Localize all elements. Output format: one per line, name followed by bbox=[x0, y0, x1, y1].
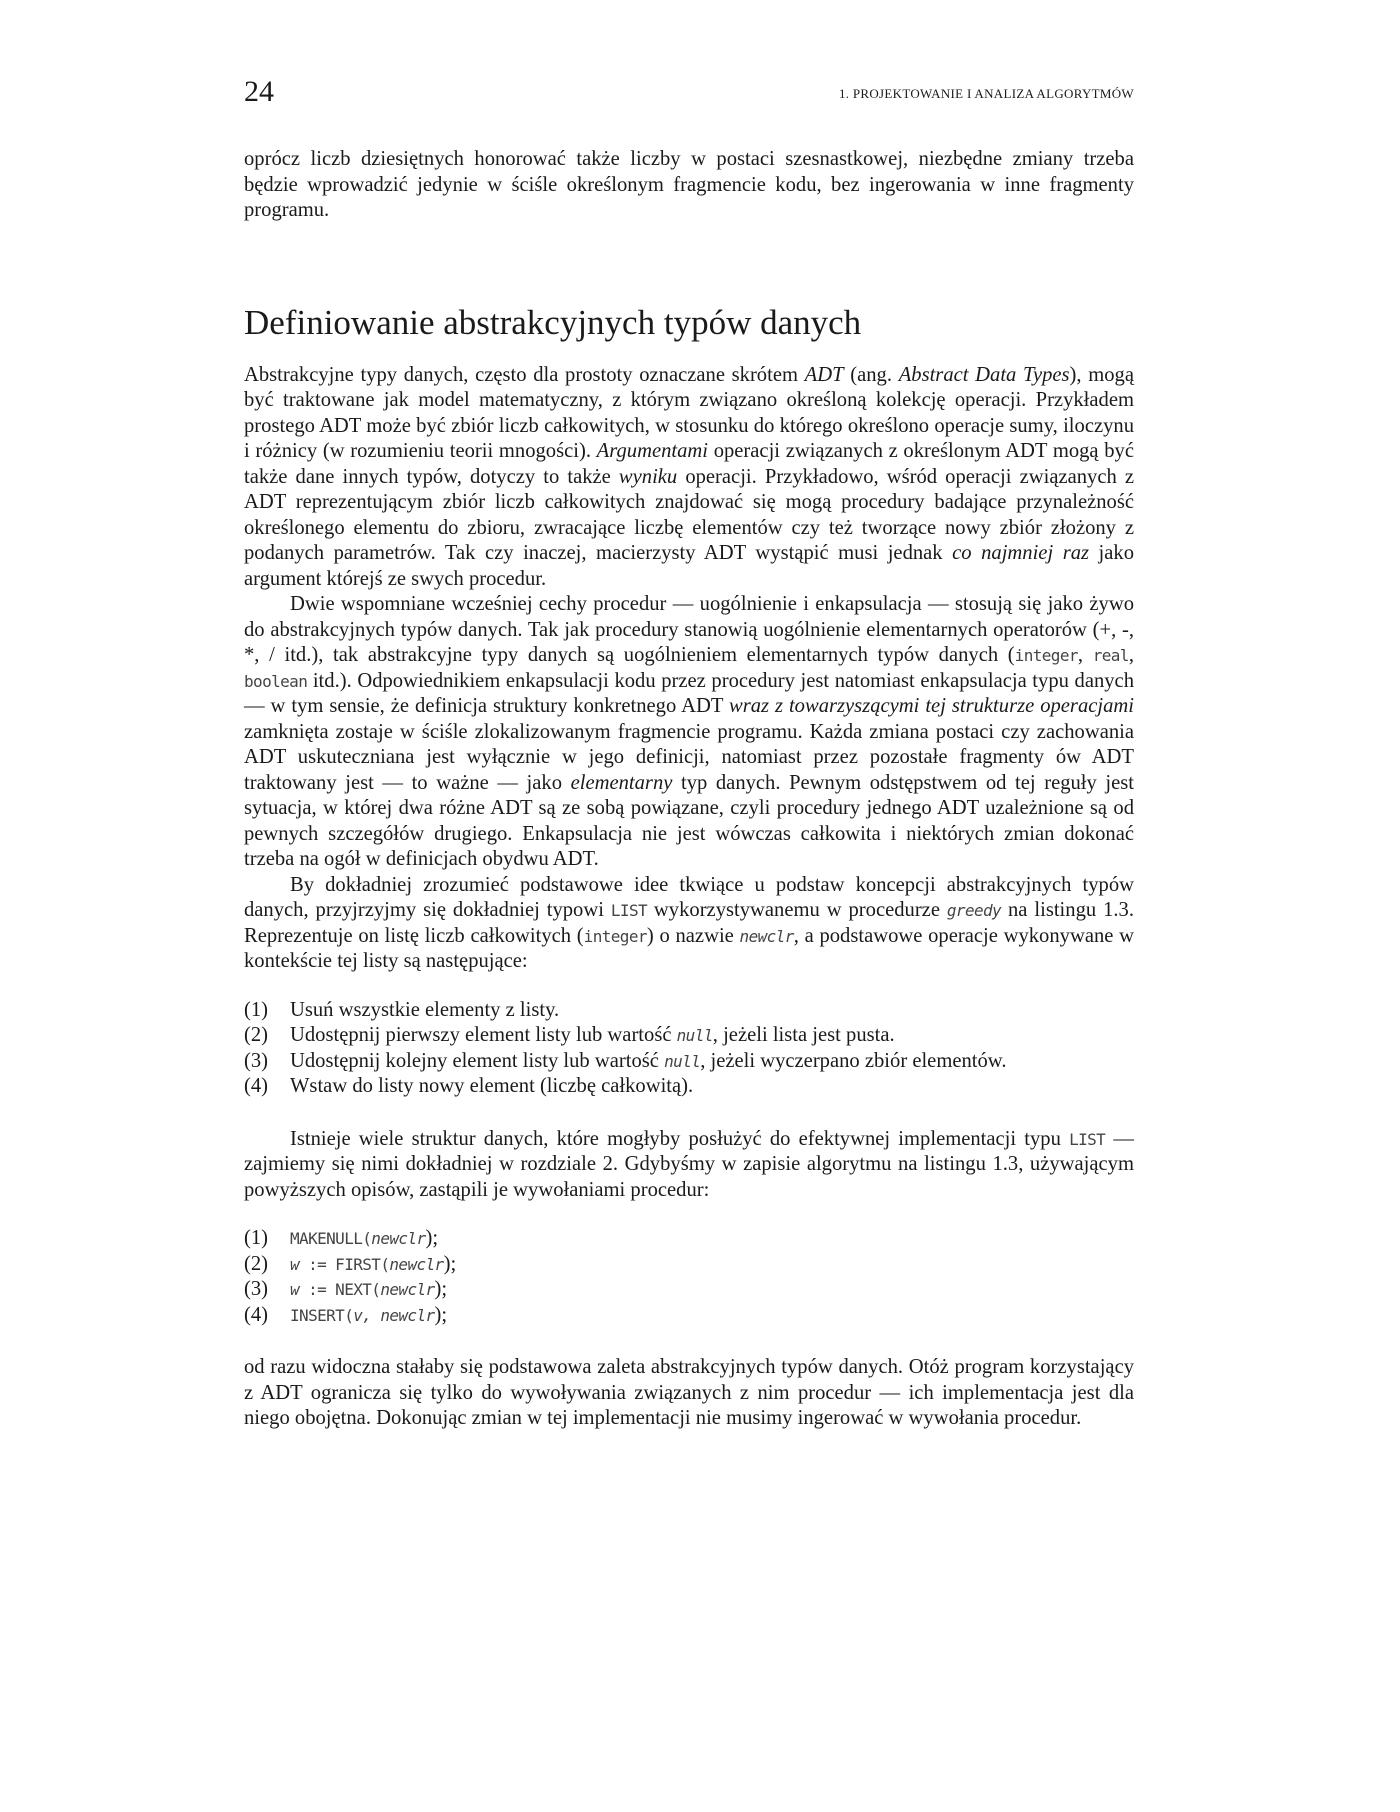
list-item: (2) w := FIRST(newclr); bbox=[244, 1252, 457, 1275]
procedure-calls-list bbox=[244, 1226, 1134, 1328]
list-item: (3) Udostępnij kolejny element listy lub wartość null, jeżeli wyczerpano zbiór elementów. bbox=[244, 1049, 1007, 1072]
paragraph-implementation: Istnieje wiele struktur danych, które mogłyby posłużyć do efektywnej implementacji typu LIST — zajmiemy się nimi dokładniej w rozdziale 2. Gdybyśmy w zapisie algorytmu na listingu 1.3, używającym powyższych opisów, zastąpili je wywołaniami procedur: bbox=[244, 1127, 1134, 1201]
section-title: Definiowanie abstrakcyjnych typów danych bbox=[244, 302, 862, 342]
paragraph-encapsulation: Dwie wspomniane wcześniej cechy procedur — uogólnienie i enkapsulacja — stosują się jako żywo do abstrakcyjnych typów danych. Tak jak procedury stanowią uogólnienie elementarnych operatorów (+, -, *, / itd.), tak abstrakcyjne typy danych są uogólnieniem elementarnych typów danych (integer, real, boolean itd.). Odpowiednikiem enkapsulacji kodu przez procedury jest natomiast enkapsulacja typu danych — w tym sensie, że definicja struktury konkretnego ADT wraz z towarzyszącymi tej strukturze operacjami zamknięta zostaje w ściśle zlokalizowanym fragmencie programu. Każda zmiana postaci czy zachowania ADT uskuteczniana jest wyłącznie w jego definicji, natomiast przez pozostałe fragmenty ów ADT traktowany jest — to ważne — jako elementarny typ danych. Pewnym odstępstwem od tej reguły jest sytuacja, w której dwa różne ADT są ze sobą powiązane, czyli procedury jednego ADT uzależnione są od pewnych szczegółów drugiego. Enkapsulacja nie jest wówczas całkowita i niektórych zmian dokonać trzeba na ogół w definicjach obydwu ADT. bbox=[244, 593, 1135, 870]
paragraph-conclusion: od razu widoczna stałaby się podstawowa zaleta abstrakcyjnych typów danych. Otóż program korzystający z ADT ogranicza się tylko do wywoływania związanych z nim procedur — ich implementacja jest dla niego obojętna. Dokonując zmian w tej implementacji nie musimy ingerować w wywołania procedur. bbox=[244, 1356, 1134, 1429]
page-number: 24 bbox=[244, 75, 274, 108]
paragraph-list-type: By dokładniej zrozumieć podstawowe idee tkwiące u podstaw koncepcji abstrakcyjnych typów danych, przyjrzyjmy się dokładniej typowi LIST wykorzystywanemu w procedurze greedy na listingu 1.3. Reprezentuje on listę liczb całkowitych (integer) o nazwie newclr, a podstawowe operacje wykonywane w kontekście tej listy są następujące: bbox=[244, 873, 1134, 972]
list-item: (3) w := NEXT(newclr); bbox=[244, 1278, 448, 1300]
paragraph-adt-definition: Abstrakcyjne typy danych, często dla prostoty oznaczane skrótem ADT (ang. Abstract Data Types), mogą być traktowane jak model matematyczny, z którym związano określoną kolekcję operacji. Przykładem prostego ADT może być zbiór liczb całkowitych, w stosunku do którego określono operacje sumy, iloczynu i różnicy (w rozumieniu teorii mnogości). Argumentami operacji związanych z określonym ADT mogą być także dane innych typów, dotyczy to także wyniku operacji. Przykładowo, wśród operacji związanych z ADT reprezentującym zbiór liczb całkowitych znajdować się mogą procedury badające przynależność określonego elementu do zbioru, zwracające liczbę elementów czy też tworzące nowy zbiór złożony z podanych parametrów. Tak czy inaczej, macierzysty ADT wystąpić musi jednak co najmniej raz jako argument którejś ze swych procedur. bbox=[244, 363, 1135, 590]
list-item: (4) Wstaw do listy nowy element (liczbę całkowitą). bbox=[244, 1075, 694, 1097]
running-title: 1. PROJEKTOWANIE I ANALIZA ALGORYTMÓW bbox=[838, 86, 1134, 101]
list-item: (4) INSERT(v, newclr); bbox=[244, 1303, 448, 1326]
list-item: (1) MAKENULL(newclr); bbox=[244, 1227, 439, 1249]
operations-list bbox=[244, 998, 1134, 1100]
list-item: (1) Usuń wszystkie elementy z listy. bbox=[244, 998, 560, 1021]
page-header bbox=[244, 74, 1134, 114]
intro-paragraph: oprócz liczb dziesiętnych honorować także liczby w postaci szesnastkowej, niezbędne zmiany trzeba będzie wprowadzić jedynie w ściśle określonym fragmencie kodu, bez ingerowania w inne fragmenty programu. bbox=[244, 148, 1134, 221]
list-item: (2) Udostępnij pierwszy element listy lub wartość null, jeżeli lista jest pusta. bbox=[244, 1024, 895, 1046]
page-body bbox=[244, 147, 1134, 1432]
